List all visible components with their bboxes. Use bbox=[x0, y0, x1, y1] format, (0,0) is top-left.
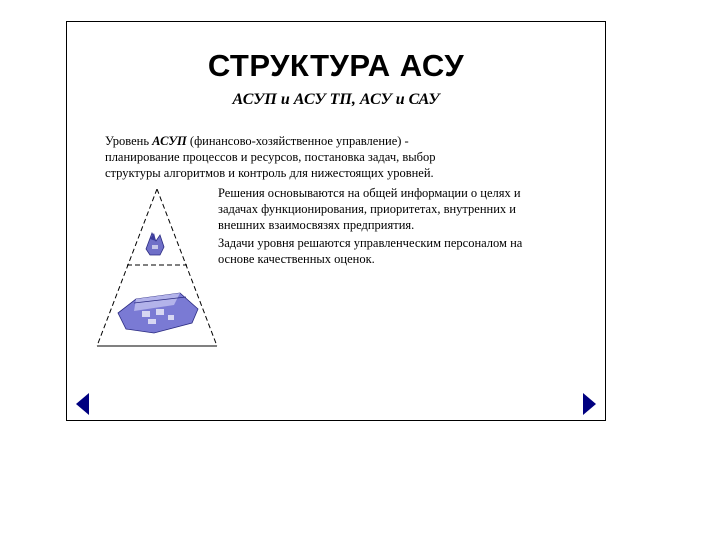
decisions-paragraph: Решения основываются на общей информации о целях и задачах функционирования, приоритетах, внутренних и внешних взаимосвязях предприятия. bbox=[218, 186, 521, 232]
top-level-icon bbox=[146, 233, 164, 255]
triangle-left-icon bbox=[76, 393, 89, 415]
level-name: АСУП bbox=[152, 134, 187, 148]
slide-subtitle: АСУП и АСУ ТП, АСУ и САУ bbox=[232, 91, 440, 108]
level-description: (финансово-хозяйственное управление) - планирование процессов и ресурсов, постановка задач, выбор структуры алгоритмов и контроль для нижестоящих уровней. bbox=[105, 134, 436, 180]
triangle-right-icon bbox=[583, 393, 596, 415]
pyramid-diagram bbox=[94, 189, 220, 349]
next-slide-button[interactable] bbox=[582, 393, 596, 415]
level-paragraph bbox=[105, 133, 465, 181]
slide bbox=[66, 21, 606, 421]
tasks-paragraph: Задачи уровня решаются управленческим персоналом на основе качественных оценок. bbox=[218, 236, 523, 266]
previous-slide-button[interactable] bbox=[76, 393, 90, 415]
level-prefix: Уровень bbox=[105, 134, 153, 148]
bottom-level-icon bbox=[118, 293, 198, 333]
slide-title: СТРУКТУРА АСУ bbox=[207, 48, 465, 83]
